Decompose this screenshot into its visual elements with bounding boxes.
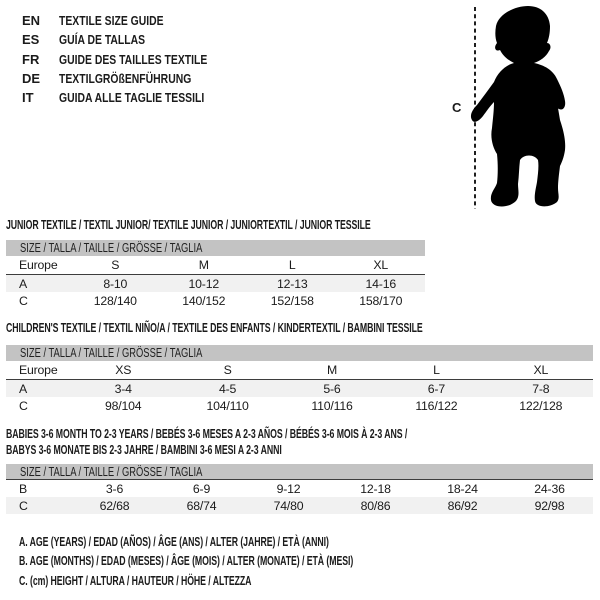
babies-section-title bbox=[6, 426, 579, 458]
language-code: EN bbox=[22, 13, 41, 29]
column-header: M bbox=[198, 258, 209, 272]
legend-text: B. AGE (MONTHS) / EDAD (MESES) / ÂGE (MOIS) / ALTER (MONATE) / ETÀ (MESI) bbox=[19, 554, 354, 569]
legend-line-a bbox=[19, 532, 496, 552]
children-title-text: CHILDREN'S TEXTILE / TEXTIL NIÑO/A / TEXTILE DES ENFANTS / KINDERTEXTIL / BAMBINI TESSILE bbox=[6, 321, 423, 335]
legend bbox=[19, 532, 496, 591]
row-label: B bbox=[19, 481, 28, 496]
cell-value: 6-9 bbox=[192, 481, 211, 496]
legend-line-b bbox=[19, 552, 496, 572]
figure-measure-label: C bbox=[452, 100, 462, 115]
cell-value: 62/68 bbox=[99, 498, 130, 513]
size-header-bar bbox=[6, 345, 593, 361]
language-label: GUIDE DES TAILLES TEXTILE bbox=[59, 51, 208, 67]
cell-value: 5-6 bbox=[323, 381, 341, 396]
legend-text: C. (cm) HEIGHT / ALTURA / HAUTEUR / HÖHE / ALTEZZA bbox=[19, 573, 252, 588]
column-header: S bbox=[223, 363, 232, 377]
babies-size-table bbox=[6, 464, 593, 514]
junior-size-table bbox=[6, 240, 425, 309]
column-header: XL bbox=[373, 258, 389, 272]
cell-value: 12-18 bbox=[360, 481, 391, 496]
language-label: TEXTILE SIZE GUIDE bbox=[59, 13, 164, 29]
column-header-row bbox=[6, 256, 425, 275]
table-row-height bbox=[6, 292, 425, 309]
table-row-months bbox=[6, 480, 593, 497]
table-row-height bbox=[6, 497, 593, 514]
language-label: GUÍA DE TALLAS bbox=[59, 32, 146, 48]
cell-value: 3-4 bbox=[114, 381, 132, 396]
column-header: S bbox=[111, 258, 120, 272]
cell-value: 8-10 bbox=[103, 276, 128, 291]
cell-value: 116/122 bbox=[415, 398, 458, 413]
cell-value: 158/170 bbox=[359, 293, 403, 308]
region-label: Europe bbox=[19, 258, 58, 272]
column-header: L bbox=[288, 258, 296, 272]
table-row-age bbox=[6, 380, 593, 397]
table-row-age bbox=[6, 275, 425, 292]
cell-value: 14-16 bbox=[365, 276, 396, 291]
cell-value: 18-24 bbox=[447, 481, 478, 496]
size-header-label: SIZE / TALLA / TAILLE / GRÖSSE / TAGLIA bbox=[20, 346, 203, 360]
row-label: C bbox=[19, 293, 28, 308]
column-header: XS bbox=[115, 363, 132, 377]
language-code: ES bbox=[22, 32, 40, 48]
language-row-fr bbox=[22, 50, 244, 69]
cell-value: 6-7 bbox=[427, 381, 445, 396]
language-code: IT bbox=[22, 90, 34, 106]
cell-value: 12-13 bbox=[277, 276, 308, 291]
language-label: TEXTILGRÖßENFÜHRUNG bbox=[59, 71, 192, 87]
cell-value: 9-12 bbox=[276, 481, 301, 496]
column-header: L bbox=[433, 363, 440, 377]
language-row-es bbox=[22, 30, 244, 49]
language-code: DE bbox=[22, 71, 41, 87]
size-header-bar bbox=[6, 464, 593, 480]
cell-value: 92/98 bbox=[534, 498, 565, 513]
legend-text: A. AGE (YEARS) / EDAD (AÑOS) / ÂGE (ANS) / ALTER (JAHRE) / ETÀ (ANNI) bbox=[19, 534, 329, 549]
cell-value: 122/128 bbox=[519, 398, 563, 413]
junior-section-title bbox=[6, 216, 527, 234]
cell-value: 24-36 bbox=[534, 481, 565, 496]
row-label: C bbox=[19, 498, 28, 513]
language-row-en bbox=[22, 11, 244, 30]
size-header-bar bbox=[6, 240, 425, 256]
language-code: FR bbox=[22, 51, 40, 67]
legend-line-c bbox=[19, 571, 496, 591]
row-label: A bbox=[19, 381, 28, 396]
language-list bbox=[22, 11, 244, 107]
language-row-it bbox=[22, 88, 244, 107]
column-header: M bbox=[326, 363, 338, 377]
baby-silhouette-icon bbox=[471, 6, 565, 207]
cell-value: 104/110 bbox=[206, 398, 249, 413]
junior-title-text: JUNIOR TEXTILE / TEXTIL JUNIOR/ TEXTILE JUNIOR / JUNIORTEXTIL / JUNIOR TESSILE bbox=[6, 218, 371, 232]
babies-title-line2: BABYS 3-6 MONATE BIS 2-3 JAHRE / BAMBINI 3-6 MESI A 2-3 ANNI bbox=[6, 443, 282, 457]
language-row-de bbox=[22, 69, 244, 88]
cell-value: 4-5 bbox=[219, 381, 237, 396]
row-label: A bbox=[19, 276, 28, 291]
column-header-row bbox=[6, 361, 593, 380]
babies-title-line1: BABIES 3-6 MONTH TO 2-3 YEARS / BEBÉS 3-6 MESES A 2-3 AÑOS / BÉBÉS 3-6 MOIS À 2-3 ANS / bbox=[6, 427, 408, 441]
size-header-label: SIZE / TALLA / TAILLE / GRÖSSE / TAGLIA bbox=[20, 241, 203, 255]
cell-value: 7-8 bbox=[532, 381, 550, 396]
table-row-height bbox=[6, 397, 593, 414]
column-header: XL bbox=[533, 363, 549, 377]
language-label: GUIDA ALLE TAGLIE TESSILI bbox=[59, 90, 205, 106]
cell-value: 74/80 bbox=[273, 498, 304, 513]
baby-figure bbox=[450, 2, 600, 212]
cell-value: 68/74 bbox=[186, 498, 217, 513]
region-label: Europe bbox=[19, 363, 58, 377]
cell-value: 86/92 bbox=[447, 498, 478, 513]
row-label: C bbox=[19, 398, 28, 413]
cell-value: 140/152 bbox=[182, 293, 226, 308]
cell-value: 80/86 bbox=[360, 498, 391, 513]
cell-value: 152/158 bbox=[270, 293, 314, 308]
children-section-title bbox=[6, 319, 600, 337]
size-header-label: SIZE / TALLA / TAILLE / GRÖSSE / TAGLIA bbox=[20, 464, 203, 479]
cell-value: 98/104 bbox=[104, 398, 142, 413]
cell-value: 3-6 bbox=[105, 481, 124, 496]
cell-value: 110/116 bbox=[311, 398, 353, 413]
cell-value: 10-12 bbox=[188, 276, 219, 291]
cell-value: 128/140 bbox=[93, 293, 137, 308]
children-size-table bbox=[6, 345, 593, 414]
